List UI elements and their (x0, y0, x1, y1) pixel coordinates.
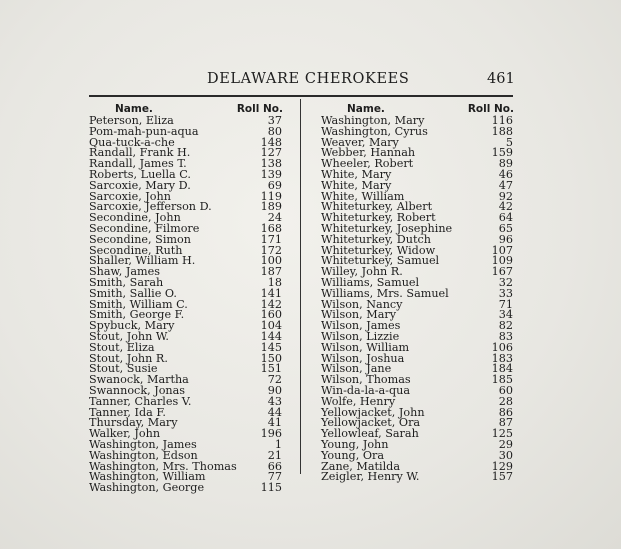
entry-name: Smith, William C. (89, 297, 188, 311)
entry-name: Williams, Mrs. Samuel (321, 286, 449, 300)
entry-roll-number: 100 (260, 254, 282, 268)
entry-name: Whiteturkey, Dutch (321, 232, 431, 246)
entry-roll-number: 157 (491, 470, 513, 484)
entry-name: Secondine, Filmore (89, 221, 200, 235)
entry-name: Whiteturkey, Josephine (321, 221, 453, 235)
entry-roll-number: 150 (260, 351, 282, 365)
entry-roll-number: 47 (498, 178, 513, 192)
entry-roll-number: 159 (491, 146, 513, 160)
entry-roll-number: 89 (498, 157, 513, 171)
entry-name: Pom-mah-pun-aqua (89, 124, 199, 138)
entry-roll-number: 109 (491, 254, 513, 268)
entry-roll-number: 196 (260, 427, 282, 441)
entry-name: Young, John (321, 437, 389, 451)
entry-roll-number: 42 (498, 200, 513, 214)
entry-roll-number: 83 (498, 329, 513, 343)
entry-name: Whiteturkey, Samuel (321, 254, 440, 268)
page-title: DELAWARE CHEROKEES (207, 71, 410, 87)
name-header: Name. (347, 103, 385, 115)
entry-name: Yellowjacket, John (321, 405, 425, 419)
entry-roll-number: 141 (260, 286, 282, 300)
entry-name: Smith, Sallie O. (89, 286, 177, 300)
entry-roll-number: 104 (260, 319, 282, 333)
entry-roll-number: 189 (260, 200, 282, 214)
entry-roll-number: 144 (260, 329, 282, 343)
entry-name: Zeigler, Henry W. (321, 470, 420, 484)
header-rule (89, 95, 513, 97)
entry-name: Sarcoxie, Jefferson D. (89, 200, 212, 214)
entry-roll-number: 183 (491, 351, 513, 365)
entry-roll-number: 32 (498, 275, 513, 289)
entry-roll-number: 29 (498, 437, 513, 451)
entry-name: Yellowjacket, Ora (321, 416, 421, 430)
entry-name: Shaw, James (89, 265, 161, 279)
entry-name: Roberts, Luella C. (89, 167, 191, 181)
entry-roll-number: 151 (260, 362, 282, 376)
entry-name: Wilson, Nancy (321, 297, 403, 311)
entry-name: Swannock, Jonas (89, 383, 186, 397)
entry-name: Wilson, Thomas (321, 373, 411, 387)
entry-roll-number: 34 (498, 308, 513, 322)
entry-roll-number: 115 (260, 481, 282, 495)
entry-roll-number: 138 (260, 157, 282, 171)
entry-roll-number: 148 (260, 135, 282, 149)
entry-roll-number: 187 (260, 265, 282, 279)
entry-name: Secondine, Ruth (89, 243, 183, 257)
entry-roll-number: 30 (498, 448, 513, 462)
entry-name: Randall, James T. (89, 157, 187, 171)
entry-roll-number: 129 (491, 459, 513, 473)
entry-name: Zane, Matilda (321, 459, 400, 473)
entry-roll-number: 125 (491, 427, 513, 441)
entry-roll-number: 142 (260, 297, 282, 311)
entry-name: Qua-tuck-a-che (89, 135, 175, 149)
entry-roll-number: 160 (260, 308, 282, 322)
entry-name: Washington, George (89, 481, 205, 495)
entry-name: Williams, Samuel (321, 275, 420, 289)
entry-roll-number: 21 (267, 448, 282, 462)
entry-roll-number: 37 (267, 114, 282, 127)
entry-roll-number: 18 (267, 275, 282, 289)
entry-name: White, William (321, 189, 405, 203)
entry-name: Stout, John R. (89, 351, 168, 365)
entry-roll-number: 96 (498, 232, 513, 246)
entry-roll-number: 69 (267, 178, 282, 192)
left-column (89, 104, 283, 494)
entry-name: Washington, James (89, 437, 197, 451)
entry-name: Secondine, John (89, 211, 181, 225)
entry-name: Whiteturkey, Albert (321, 200, 433, 214)
entry-name: Willey, John R. (321, 265, 403, 279)
entry-name: White, Mary (321, 178, 392, 192)
entry-name: Wilson, Jane (321, 362, 392, 376)
entry-roll-number: 116 (491, 114, 513, 127)
entry-roll-number: 43 (267, 394, 282, 408)
entry-roll-number: 46 (498, 167, 513, 181)
entry-name: Swanock, Martha (89, 373, 189, 387)
entry-name: Washington, Edson (89, 448, 198, 462)
entry-roll-number: 82 (498, 319, 513, 333)
entry-roll-number: 86 (498, 405, 513, 419)
roll-header: Roll No. (236, 103, 283, 115)
entry-roll-number: 171 (260, 232, 282, 246)
entry-name: Wilson, William (321, 340, 410, 354)
entry-name: White, Mary (321, 167, 392, 181)
entry-name: Washington, William (89, 470, 206, 484)
entry-roll-number: 1 (274, 437, 282, 451)
entry-roll-number: 87 (498, 416, 513, 430)
entry-roll-number: 33 (498, 286, 513, 300)
entry-name: Tanner, Ida F. (89, 405, 166, 419)
entry-name: Yellowleaf, Sarah (321, 427, 419, 441)
entry-roll-number: 127 (260, 146, 282, 160)
entry-roll-number: 64 (498, 211, 513, 225)
page-number: 461 (487, 71, 515, 87)
entry-roll-number: 172 (260, 243, 282, 257)
entry-name: Secondine, Simon (89, 232, 191, 246)
entry-name: Stout, John W. (89, 329, 169, 343)
entry-name: Weaver, Mary (321, 135, 399, 149)
entry-name: Washington, Cyrus (321, 124, 428, 138)
entry-roll-number: 66 (267, 459, 282, 473)
entry-roll-number: 92 (498, 189, 513, 203)
entry-roll-number: 28 (498, 394, 513, 408)
roll-header: Roll No. (467, 103, 514, 115)
entry-roll-number: 119 (260, 189, 282, 203)
entry-name: Washington, Mary (321, 114, 425, 127)
entry-name: Young, Ora (321, 448, 385, 462)
column-divider (300, 99, 301, 474)
entry-name: Stout, Eliza (89, 340, 155, 354)
entry-roll-number: 168 (260, 221, 282, 235)
entry-name: Randall, Frank H. (89, 146, 191, 160)
entry-name: Sarcoxie, Mary D. (89, 178, 191, 192)
entry-name: Whiteturkey, Robert (321, 211, 436, 225)
list-item (321, 472, 514, 483)
list-item (89, 483, 283, 494)
entry-roll-number: 145 (260, 340, 282, 354)
entry-roll-number: 90 (267, 383, 282, 397)
name-header: Name. (115, 103, 153, 115)
right-column (321, 104, 514, 483)
entry-name: Smith, George F. (89, 308, 185, 322)
entry-roll-number: 139 (260, 167, 282, 181)
entry-name: Wilson, Mary (321, 308, 397, 322)
entry-name: Wolfe, Henry (321, 394, 396, 408)
entry-name: Shaller, William H. (89, 254, 196, 268)
entry-roll-number: 44 (267, 405, 282, 419)
entry-name: Thursday, Mary (89, 416, 178, 430)
entry-name: Win-da-la-a-qua (321, 383, 410, 397)
entry-roll-number: 65 (498, 221, 513, 235)
entry-roll-number: 5 (505, 135, 513, 149)
entry-name: Wheeler, Robert (321, 157, 414, 171)
entry-roll-number: 167 (491, 265, 513, 279)
entry-name: Tanner, Charles V. (89, 394, 192, 408)
entry-roll-number: 188 (491, 124, 513, 138)
entry-roll-number: 185 (491, 373, 513, 387)
entry-name: Smith, Sarah (89, 275, 164, 289)
entry-name: Walker, John (89, 427, 161, 441)
entry-roll-number: 41 (267, 416, 282, 430)
entry-roll-number: 71 (498, 297, 513, 311)
entry-roll-number: 77 (267, 470, 282, 484)
entry-name: Washington, Mrs. Thomas (89, 459, 237, 473)
entry-roll-number: 72 (267, 373, 282, 387)
entry-name: Peterson, Eliza (89, 114, 174, 127)
entry-name: Wilson, Joshua (321, 351, 405, 365)
entry-name: Wilson, James (321, 319, 401, 333)
entry-name: Wilson, Lizzie (321, 329, 400, 343)
entry-roll-number: 184 (491, 362, 513, 376)
entry-name: Spybuck, Mary (89, 319, 175, 333)
entry-name: Stout, Susie (89, 362, 158, 376)
entry-roll-number: 80 (267, 124, 282, 138)
entry-roll-number: 106 (491, 340, 513, 354)
entry-roll-number: 107 (491, 243, 513, 257)
entry-roll-number: 24 (267, 211, 282, 225)
entry-name: Webber, Hannah (321, 146, 416, 160)
entry-name: Sarcoxie, John (89, 189, 171, 203)
entry-name: Whiteturkey, Widow (321, 243, 436, 257)
entry-roll-number: 60 (498, 383, 513, 397)
